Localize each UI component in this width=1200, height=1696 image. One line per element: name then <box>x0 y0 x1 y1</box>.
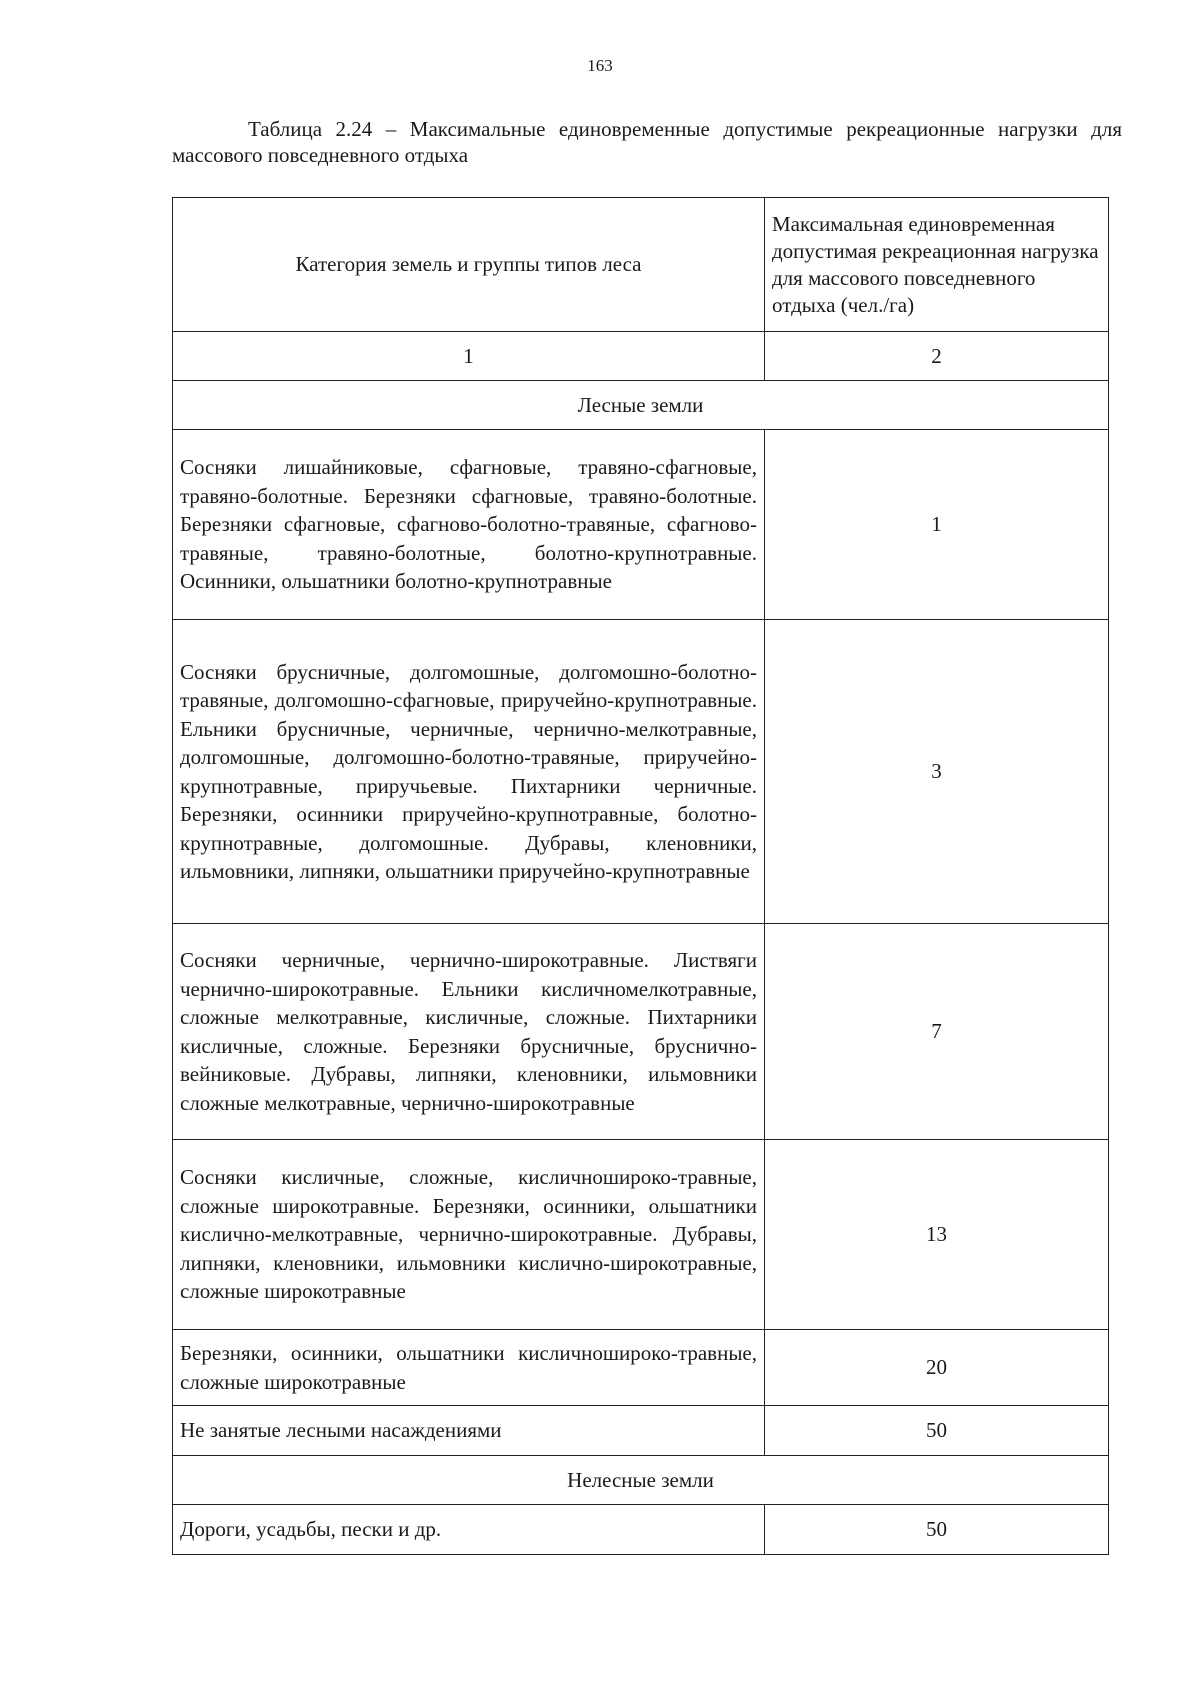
row-category: Сосняки брусничные, долгомошные, долгомошно-болотно-травяные, долгомошно-сфагновые, приручейно-крупнотравные. Ельники брусничные, черничные, чернично-мелкотравные, долгомошные, долгомошно-болотно-травяные, приручейно-крупнотравные, приручьевые. Пихтарники черничные. Березняки, осинники приручейно-крупнотравные, болотно-крупнотравные, долгомошные. Дубравы, кленовники, ильмовники, липняки, ольшатники приручейно-крупнотравные <box>173 620 765 924</box>
row-value: 13 <box>765 1140 1109 1330</box>
header-category: Категория земель и группы типов леса <box>173 198 765 332</box>
column-number-row <box>173 332 1109 381</box>
row-category: Березняки, осинники, ольшатники кисличношироко-травные, сложные широкотравные <box>173 1330 765 1406</box>
table-row <box>173 1505 1109 1555</box>
table-row <box>173 924 1109 1140</box>
section-row <box>173 381 1109 430</box>
page-number: 163 <box>587 56 613 75</box>
row-value: 1 <box>765 430 1109 620</box>
table-row <box>173 1330 1109 1406</box>
row-category: Сосняки лишайниковые, сфагновые, травяно-сфагновые, травяно-болотные. Березняки сфагновые, травяно-болотные. Березняки сфагновые, сфагново-болотно-травяные, сфагново-травяные, травяно-болотные, болотно-крупнотравные. Осинники, ольшатники болотно-крупнотравные <box>173 430 765 620</box>
row-value: 7 <box>765 924 1109 1140</box>
section-title-nonforest: Нелесные земли <box>173 1456 1109 1505</box>
table-caption: Таблица 2.24 – Максимальные единовременные допустимые рекреационные нагрузки для массового повседневного отдыха <box>172 117 1122 167</box>
row-category: Дороги, усадьбы, пески и др. <box>173 1505 765 1555</box>
table-header-row <box>173 198 1109 332</box>
row-value: 3 <box>765 620 1109 924</box>
row-category: Сосняки кисличные, сложные, кисличношироко-травные, сложные широкотравные. Березняки, осинники, ольшатники кислично-мелкотравные, чернично-широкотравные. Дубравы, липняки, кленовники, ильмовники кислично-широкотравные, сложные широкотравные <box>173 1140 765 1330</box>
row-category: Не занятые лесными насаждениями <box>173 1406 765 1456</box>
table-row <box>173 1406 1109 1456</box>
table-row <box>173 1140 1109 1330</box>
section-title-forest: Лесные земли <box>173 381 1109 430</box>
row-value: 20 <box>765 1330 1109 1406</box>
recreational-load-table <box>172 197 1109 1555</box>
row-category: Сосняки черничные, чернично-широкотравные. Листвяги чернично-широкотравные. Ельники кисличномелкотравные, сложные мелкотравные, кисличные, сложные. Пихтарники кисличные, сложные. Березняки брусничные, бруснично-вейниковые. Дубравы, липняки, кленовники, ильмовники сложные мелкотравные, чернично-широкотравные <box>173 924 765 1140</box>
section-row <box>173 1456 1109 1505</box>
header-max-load: Максимальная единовременная допустимая рекреационная нагрузка для массового повседневного отдыха (чел./га) <box>765 198 1109 332</box>
table-row <box>173 430 1109 620</box>
row-value: 50 <box>765 1505 1109 1555</box>
row-value: 50 <box>765 1406 1109 1456</box>
column-number-2: 2 <box>765 332 1109 381</box>
column-number-1: 1 <box>173 332 765 381</box>
table-row <box>173 620 1109 924</box>
